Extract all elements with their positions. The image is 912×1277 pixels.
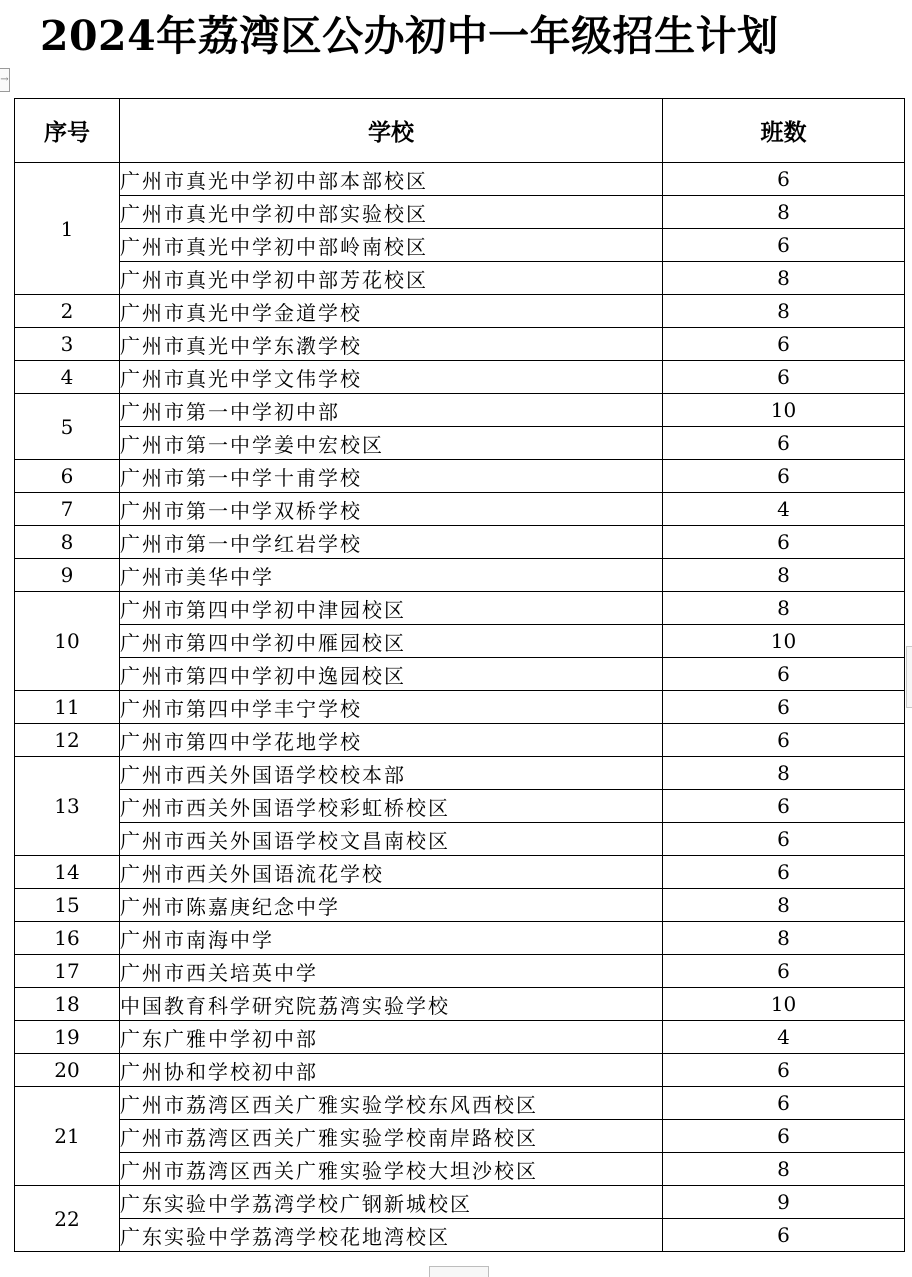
seq-cell: 17 [15,955,120,988]
table-row [15,790,905,823]
table-row [15,328,905,361]
classes-cell: 8 [663,1153,905,1186]
table-row [15,1120,905,1153]
school-cell: 广州市真光中学初中部实验校区 [120,196,663,229]
seq-cell: 10 [15,592,120,691]
seq-cell: 13 [15,757,120,856]
header-school: 学校 [120,99,663,163]
header-seq: 序号 [15,99,120,163]
table-row [15,262,905,295]
table-anchor-icon[interactable]: → [0,68,10,92]
classes-cell: 10 [663,625,905,658]
classes-cell: 6 [663,691,905,724]
classes-cell: 6 [663,526,905,559]
school-cell: 广州市真光中学文伟学校 [120,361,663,394]
school-cell: 广东广雅中学初中部 [120,1021,663,1054]
classes-cell: 6 [663,823,905,856]
seq-cell: 7 [15,493,120,526]
school-cell: 广州市真光中学初中部岭南校区 [120,229,663,262]
classes-cell: 8 [663,196,905,229]
school-cell: 广州市第一中学十甫学校 [120,460,663,493]
table-body [15,163,905,1252]
seq-cell: 20 [15,1054,120,1087]
classes-cell: 6 [663,163,905,196]
seq-cell: 18 [15,988,120,1021]
school-cell: 广州市西关外国语流花学校 [120,856,663,889]
school-cell: 中国教育科学研究院荔湾实验学校 [120,988,663,1021]
seq-cell: 6 [15,460,120,493]
table-row [15,823,905,856]
classes-cell: 6 [663,724,905,757]
table-row [15,493,905,526]
school-cell: 广州市真光中学金道学校 [120,295,663,328]
table-row [15,163,905,196]
classes-cell: 8 [663,757,905,790]
seq-cell: 4 [15,361,120,394]
table-row [15,592,905,625]
school-cell: 广州市荔湾区西关广雅实验学校南岸路校区 [120,1120,663,1153]
school-cell: 广州市荔湾区西关广雅实验学校东风西校区 [120,1087,663,1120]
enrollment-table [14,98,905,1252]
seq-cell: 11 [15,691,120,724]
classes-cell: 6 [663,955,905,988]
seq-cell: 1 [15,163,120,295]
school-cell: 广州市西关外国语学校校本部 [120,757,663,790]
school-cell: 广州协和学校初中部 [120,1054,663,1087]
classes-cell: 6 [663,229,905,262]
school-cell: 广州市第四中学初中逸园校区 [120,658,663,691]
table-row [15,1219,905,1252]
school-cell: 广州市美华中学 [120,559,663,592]
seq-cell: 5 [15,394,120,460]
classes-cell: 8 [663,592,905,625]
classes-cell: 4 [663,1021,905,1054]
school-cell: 广州市第一中学姜中宏校区 [120,427,663,460]
school-cell: 广州市荔湾区西关广雅实验学校大坦沙校区 [120,1153,663,1186]
table-row [15,724,905,757]
header-classes: 班数 [663,99,905,163]
school-cell: 广州市西关培英中学 [120,955,663,988]
classes-cell: 10 [663,394,905,427]
table-row [15,889,905,922]
table-row [15,955,905,988]
school-cell: 广州市第一中学双桥学校 [120,493,663,526]
table-row [15,526,905,559]
table-row [15,1054,905,1087]
table-row [15,757,905,790]
seq-cell: 16 [15,922,120,955]
table-row [15,1186,905,1219]
seq-cell: 21 [15,1087,120,1186]
classes-cell: 6 [663,460,905,493]
classes-cell: 6 [663,361,905,394]
table-row [15,658,905,691]
page-title: 2024年荔湾区公办初中一年级招生计划 [40,12,779,60]
seq-cell: 19 [15,1021,120,1054]
classes-cell: 6 [663,328,905,361]
school-cell: 广州市西关外国语学校文昌南校区 [120,823,663,856]
seq-cell: 14 [15,856,120,889]
classes-cell: 8 [663,889,905,922]
table-header-row [15,99,905,163]
school-cell: 广州市第一中学红岩学校 [120,526,663,559]
table-row [15,988,905,1021]
classes-cell: 10 [663,988,905,1021]
school-cell: 广州市真光中学东漖学校 [120,328,663,361]
seq-cell: 3 [15,328,120,361]
school-cell: 广州市第四中学花地学校 [120,724,663,757]
classes-cell: 8 [663,262,905,295]
table-row [15,361,905,394]
table-row [15,691,905,724]
table-row [15,196,905,229]
seq-cell: 15 [15,889,120,922]
school-cell: 广州市第四中学初中雁园校区 [120,625,663,658]
classes-cell: 6 [663,790,905,823]
table-row [15,1021,905,1054]
classes-cell: 6 [663,427,905,460]
table-row [15,427,905,460]
school-cell: 广东实验中学荔湾学校花地湾校区 [120,1219,663,1252]
seq-cell: 8 [15,526,120,559]
classes-cell: 6 [663,1087,905,1120]
classes-cell: 8 [663,559,905,592]
classes-cell: 6 [663,1054,905,1087]
classes-cell: 6 [663,658,905,691]
school-cell: 广州市第一中学初中部 [120,394,663,427]
table-row [15,625,905,658]
table-row [15,460,905,493]
school-cell: 广州市真光中学初中部本部校区 [120,163,663,196]
seq-cell: 2 [15,295,120,328]
school-cell: 广州市陈嘉庚纪念中学 [120,889,663,922]
school-cell: 广州市第四中学丰宁学校 [120,691,663,724]
table-row [15,295,905,328]
classes-cell: 8 [663,295,905,328]
table-row [15,856,905,889]
school-cell: 广东实验中学荔湾学校广钢新城校区 [120,1186,663,1219]
table-row [15,1087,905,1120]
seq-cell: 9 [15,559,120,592]
table-row [15,394,905,427]
classes-cell: 9 [663,1186,905,1219]
school-cell: 广州市西关外国语学校彩虹桥校区 [120,790,663,823]
table-row [15,229,905,262]
seq-cell: 22 [15,1186,120,1252]
seq-cell: 12 [15,724,120,757]
school-cell: 广州市南海中学 [120,922,663,955]
classes-cell: 6 [663,856,905,889]
table-row [15,922,905,955]
school-cell: 广州市真光中学初中部芳花校区 [120,262,663,295]
table-row [15,559,905,592]
page-break-marker [429,1266,489,1277]
classes-cell: 6 [663,1219,905,1252]
classes-cell: 4 [663,493,905,526]
table-row [15,1153,905,1186]
school-cell: 广州市第四中学初中津园校区 [120,592,663,625]
classes-cell: 8 [663,922,905,955]
classes-cell: 6 [663,1120,905,1153]
page-edge-marker [906,646,912,708]
